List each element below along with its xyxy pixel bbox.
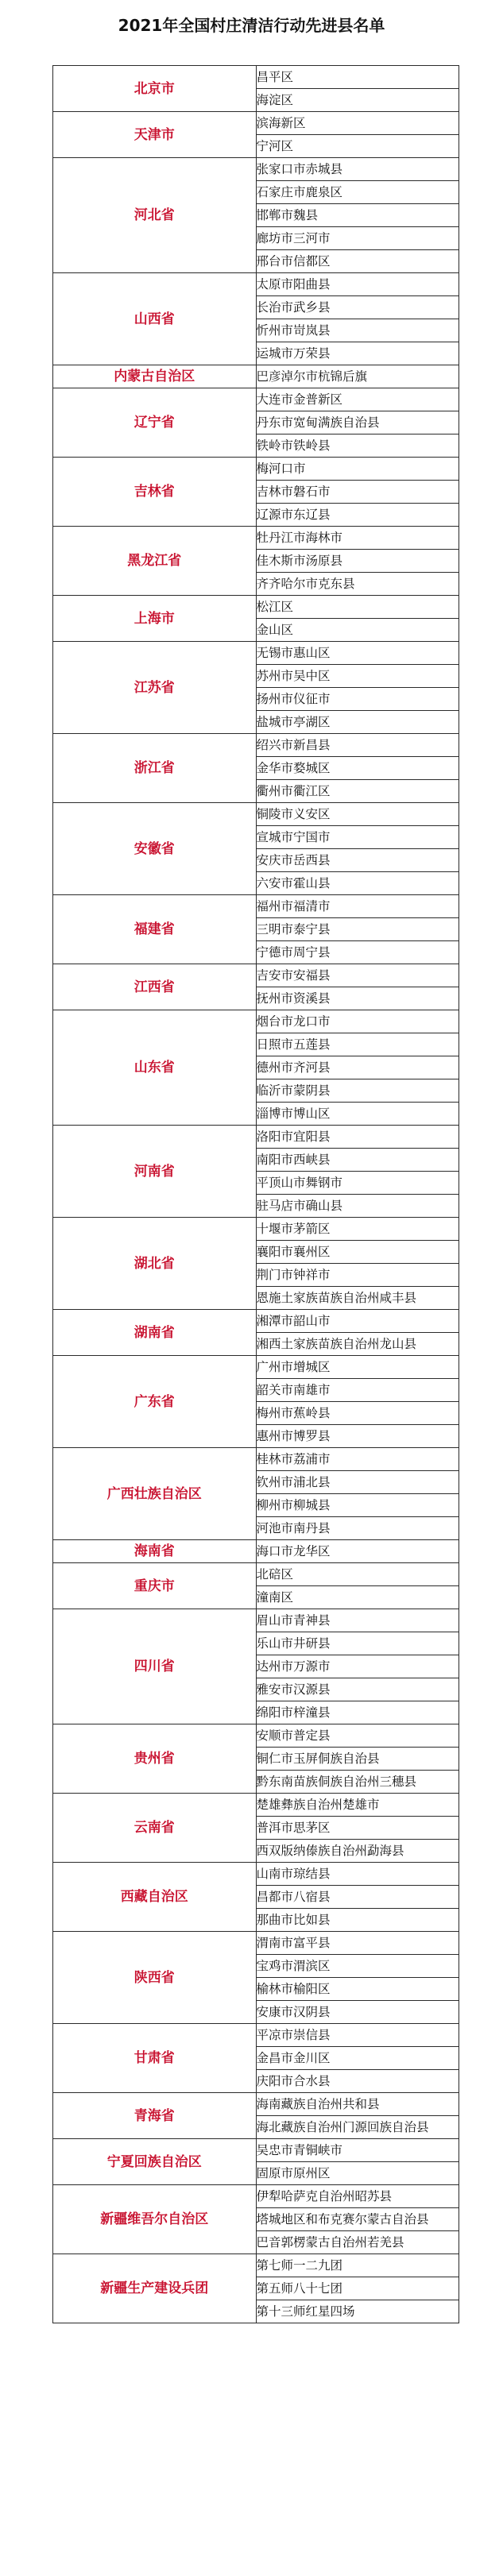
county-name: 恩施土家族苗族自治州咸丰县 <box>256 1287 459 1310</box>
county-name: 第十三师红星四场 <box>256 2300 459 2323</box>
county-name: 铜陵市义安区 <box>256 803 459 826</box>
county-name: 吉安市安福县 <box>256 964 459 987</box>
table-row <box>53 273 459 296</box>
county-name: 齐齐哈尔市克东县 <box>256 573 459 596</box>
county-name: 临沂市蒙阴县 <box>256 1079 459 1103</box>
county-name: 衢州市衢江区 <box>256 780 459 803</box>
county-name: 福州市福清市 <box>256 895 459 918</box>
county-name: 驻马店市确山县 <box>256 1195 459 1218</box>
table-row <box>53 2093 459 2116</box>
table-row <box>53 66 459 89</box>
county-name: 廊坊市三河市 <box>256 227 459 250</box>
county-name: 庆阳市合水县 <box>256 2070 459 2093</box>
county-name: 洛阳市宜阳县 <box>256 1126 459 1149</box>
county-name: 淄博市博山区 <box>256 1103 459 1126</box>
province-name: 河北省 <box>53 158 257 273</box>
county-name: 昌平区 <box>256 66 459 89</box>
county-name: 荆门市钟祥市 <box>256 1264 459 1287</box>
county-name: 石家庄市鹿泉区 <box>256 181 459 204</box>
province-name: 天津市 <box>53 112 257 158</box>
county-name: 平顶山市舞钢市 <box>256 1172 459 1195</box>
county-name: 桂林市荔浦市 <box>256 1448 459 1471</box>
province-name: 新疆维吾尔自治区 <box>53 2185 257 2254</box>
province-name: 贵州省 <box>53 1724 257 1794</box>
county-name: 安庆市岳西县 <box>256 849 459 872</box>
county-name: 牡丹江市海林市 <box>256 527 459 550</box>
county-name: 运城市万荣县 <box>256 342 459 365</box>
county-name: 伊犁哈萨克自治州昭苏县 <box>256 2185 459 2208</box>
county-name: 烟台市龙口市 <box>256 1010 459 1033</box>
county-name: 日照市五莲县 <box>256 1033 459 1056</box>
province-name: 黑龙江省 <box>53 527 257 596</box>
county-name: 韶关市南雄市 <box>256 1379 459 1402</box>
county-name: 盐城市亭湖区 <box>256 711 459 734</box>
table-row <box>53 1010 459 1033</box>
table-row <box>53 1863 459 1886</box>
table-row <box>53 1540 459 1563</box>
county-name: 柳州市柳城县 <box>256 1494 459 1517</box>
county-name: 苏州市吴中区 <box>256 665 459 688</box>
table-row <box>53 2254 459 2277</box>
county-name: 铜仁市玉屏侗族自治县 <box>256 1748 459 1771</box>
table-row <box>53 527 459 550</box>
county-list-body <box>53 60 459 2323</box>
province-name: 湖北省 <box>53 1218 257 1310</box>
table-row <box>53 1448 459 1471</box>
table-row <box>53 1609 459 1632</box>
table-row <box>53 895 459 918</box>
county-name: 松江区 <box>256 596 459 619</box>
province-name: 海南省 <box>53 1540 257 1563</box>
table-row <box>53 1218 459 1241</box>
province-name: 四川省 <box>53 1609 257 1724</box>
county-name: 抚州市资溪县 <box>256 987 459 1010</box>
table-row <box>53 1794 459 1817</box>
county-name: 金昌市金川区 <box>256 2047 459 2070</box>
county-name: 绵阳市梓潼县 <box>256 1701 459 1724</box>
county-name: 铁岭市铁岭县 <box>256 434 459 458</box>
county-name: 榆林市榆阳区 <box>256 1978 459 2001</box>
province-name: 陕西省 <box>53 1932 257 2024</box>
province-name: 安徽省 <box>53 803 257 895</box>
county-name: 乐山市井研县 <box>256 1632 459 1655</box>
county-name: 河池市南丹县 <box>256 1517 459 1540</box>
province-name: 山西省 <box>53 273 257 365</box>
county-name: 邢台市信都区 <box>256 250 459 273</box>
province-name: 北京市 <box>53 66 257 112</box>
province-name: 河南省 <box>53 1126 257 1218</box>
table-row <box>53 1932 459 1955</box>
province-name: 重庆市 <box>53 1563 257 1609</box>
table-row <box>53 1356 459 1379</box>
table-row <box>53 642 459 665</box>
province-name: 江西省 <box>53 964 257 1010</box>
province-name: 福建省 <box>53 895 257 964</box>
province-name: 湖南省 <box>53 1310 257 1356</box>
province-name: 浙江省 <box>53 734 257 803</box>
table-row <box>53 1563 459 1586</box>
county-name: 巴音郭楞蒙古自治州若羌县 <box>256 2231 459 2254</box>
county-name: 宁河区 <box>256 135 459 158</box>
table-row <box>53 458 459 481</box>
table-row <box>53 964 459 987</box>
county-name: 海淀区 <box>256 89 459 112</box>
county-name: 广州市增城区 <box>256 1356 459 1379</box>
county-name: 襄阳市襄州区 <box>256 1241 459 1264</box>
province-name: 宁夏回族自治区 <box>53 2139 257 2185</box>
county-name: 吉林市磐石市 <box>256 481 459 504</box>
page-title: 2021年全国村庄清洁行动先进县名单 <box>118 16 385 35</box>
county-name: 渭南市富平县 <box>256 1932 459 1955</box>
county-name: 北碚区 <box>256 1563 459 1586</box>
county-name: 普洱市思茅区 <box>256 1817 459 1840</box>
county-name: 惠州市博罗县 <box>256 1425 459 1448</box>
county-name: 长治市武乡县 <box>256 296 459 319</box>
county-name: 海口市龙华区 <box>256 1540 459 1563</box>
county-name: 滨海新区 <box>256 112 459 135</box>
county-name: 大连市金普新区 <box>256 388 459 411</box>
county-name: 那曲市比如县 <box>256 1909 459 1932</box>
county-name: 第七师一二九团 <box>256 2254 459 2277</box>
county-name: 张家口市赤城县 <box>256 158 459 181</box>
county-name: 山南市琼结县 <box>256 1863 459 1886</box>
county-name: 黔东南苗族侗族自治州三穗县 <box>256 1771 459 1794</box>
county-name: 第五师八十七团 <box>256 2277 459 2300</box>
county-name: 湘西土家族苗族自治州龙山县 <box>256 1333 459 1356</box>
county-name: 巴彦淖尔市杭锦后旗 <box>256 365 459 388</box>
county-name: 六安市霍山县 <box>256 872 459 895</box>
county-name: 平凉市崇信县 <box>256 2024 459 2047</box>
county-name: 海南藏族自治州共和县 <box>256 2093 459 2116</box>
table-row <box>53 2024 459 2047</box>
county-name: 楚雄彝族自治州楚雄市 <box>256 1794 459 1817</box>
county-name: 辽源市东辽县 <box>256 504 459 527</box>
province-name: 上海市 <box>53 596 257 642</box>
county-name: 塔城地区和布克赛尔蒙古自治县 <box>256 2208 459 2231</box>
table-row <box>53 158 459 181</box>
province-name: 云南省 <box>53 1794 257 1863</box>
table-row <box>53 365 459 388</box>
county-name: 宝鸡市渭滨区 <box>256 1955 459 1978</box>
province-name: 江苏省 <box>53 642 257 734</box>
province-name: 山东省 <box>53 1010 257 1126</box>
table-row <box>53 2185 459 2208</box>
county-name: 佳木斯市汤原县 <box>256 550 459 573</box>
county-name: 绍兴市新昌县 <box>256 734 459 757</box>
county-name: 昌都市八宿县 <box>256 1886 459 1909</box>
county-name: 雅安市汉源县 <box>256 1678 459 1701</box>
table-row <box>53 112 459 135</box>
county-name: 梅河口市 <box>256 458 459 481</box>
province-name: 辽宁省 <box>53 388 257 458</box>
county-name: 太原市阳曲县 <box>256 273 459 296</box>
province-name: 广东省 <box>53 1356 257 1448</box>
county-name: 丹东市宽甸满族自治县 <box>256 411 459 434</box>
table-row <box>53 596 459 619</box>
table-row <box>53 803 459 826</box>
province-name: 青海省 <box>53 2093 257 2139</box>
county-name: 无锡市惠山区 <box>256 642 459 665</box>
county-list-table <box>52 60 459 2323</box>
province-name: 内蒙古自治区 <box>53 365 257 388</box>
table-row <box>53 2139 459 2162</box>
county-name: 三明市泰宁县 <box>256 918 459 941</box>
county-name: 金山区 <box>256 619 459 642</box>
table-row <box>53 1724 459 1748</box>
county-name: 固原市原州区 <box>256 2162 459 2185</box>
county-name: 邯郸市魏县 <box>256 204 459 227</box>
table-row <box>53 1310 459 1333</box>
county-name: 眉山市青神县 <box>256 1609 459 1632</box>
table-row <box>53 1126 459 1149</box>
table-row <box>53 734 459 757</box>
county-name: 梅州市蕉岭县 <box>256 1402 459 1425</box>
county-name: 钦州市浦北县 <box>256 1471 459 1494</box>
county-name: 十堰市茅箭区 <box>256 1218 459 1241</box>
province-name: 甘肃省 <box>53 2024 257 2093</box>
county-name: 德州市齐河县 <box>256 1056 459 1079</box>
province-name: 西藏自治区 <box>53 1863 257 1932</box>
county-name: 安康市汉阴县 <box>256 2001 459 2024</box>
county-name: 安顺市普定县 <box>256 1724 459 1748</box>
county-name: 吴忠市青铜峡市 <box>256 2139 459 2162</box>
county-name: 达州市万源市 <box>256 1655 459 1678</box>
county-name: 湘潭市韶山市 <box>256 1310 459 1333</box>
county-name: 宁德市周宁县 <box>256 941 459 964</box>
county-name: 南阳市西峡县 <box>256 1149 459 1172</box>
province-name: 吉林省 <box>53 458 257 527</box>
province-name: 新疆生产建设兵团 <box>53 2254 257 2323</box>
county-name: 宣城市宁国市 <box>256 826 459 849</box>
county-name: 潼南区 <box>256 1586 459 1609</box>
province-name: 广西壮族自治区 <box>53 1448 257 1540</box>
county-name: 海北藏族自治州门源回族自治县 <box>256 2116 459 2139</box>
county-name: 西双版纳傣族自治州勐海县 <box>256 1840 459 1863</box>
county-name: 扬州市仪征市 <box>256 688 459 711</box>
county-name: 金华市婺城区 <box>256 757 459 780</box>
table-row <box>53 388 459 411</box>
county-name: 忻州市岢岚县 <box>256 319 459 342</box>
